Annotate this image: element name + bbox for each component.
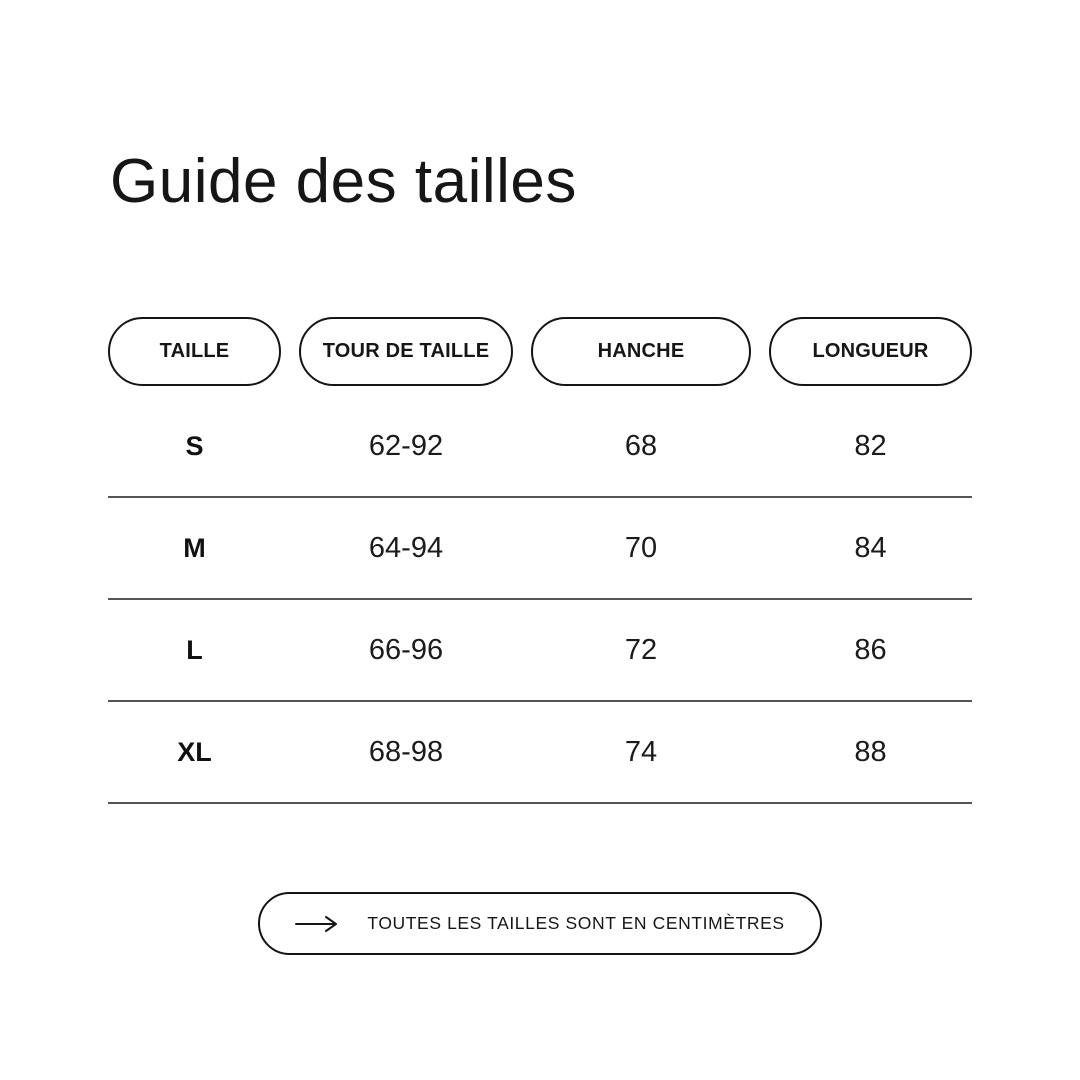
column-header-tour-de-taille bbox=[299, 317, 513, 386]
size-label: M bbox=[183, 532, 206, 563]
hanche-value: 74 bbox=[624, 735, 658, 768]
size-label: L bbox=[186, 634, 203, 665]
size-label: XL bbox=[177, 736, 212, 767]
tour-de-taille-value: 66-96 bbox=[368, 633, 444, 666]
units-note-pill bbox=[258, 892, 822, 955]
column-header-longueur bbox=[769, 317, 972, 386]
column-header-taille bbox=[108, 317, 281, 386]
longueur-value: 86 bbox=[854, 633, 887, 666]
column-header-label: HANCHE bbox=[597, 340, 685, 362]
column-header-label: TOUR DE TAILLE bbox=[322, 340, 490, 362]
tour-de-taille-value: 62-92 bbox=[368, 429, 444, 462]
hanche-value: 68 bbox=[624, 429, 658, 462]
table-header-row bbox=[108, 317, 972, 386]
page-title: Guide des tailles bbox=[110, 147, 577, 216]
table-row-xl bbox=[108, 702, 972, 804]
longueur-value: 82 bbox=[854, 429, 887, 462]
long-right-arrow-icon bbox=[295, 915, 339, 933]
table-body bbox=[108, 396, 972, 804]
table-row-s bbox=[108, 396, 972, 498]
size-table bbox=[108, 317, 972, 804]
column-header-label: TAILLE bbox=[159, 340, 230, 362]
units-note-text: TOUTES LES TAILLES SONT EN CENTIMÈTRES bbox=[367, 913, 785, 933]
longueur-value: 88 bbox=[854, 735, 887, 768]
table-row-l bbox=[108, 600, 972, 702]
hanche-value: 72 bbox=[624, 633, 658, 666]
tour-de-taille-value: 68-98 bbox=[368, 735, 444, 768]
tour-de-taille-value: 64-94 bbox=[368, 531, 444, 564]
hanche-value: 70 bbox=[624, 531, 658, 564]
longueur-value: 84 bbox=[854, 531, 887, 564]
column-header-hanche bbox=[531, 317, 751, 386]
size-label: S bbox=[185, 430, 204, 461]
table-row-m bbox=[108, 498, 972, 600]
column-header-label: LONGUEUR bbox=[812, 340, 929, 362]
